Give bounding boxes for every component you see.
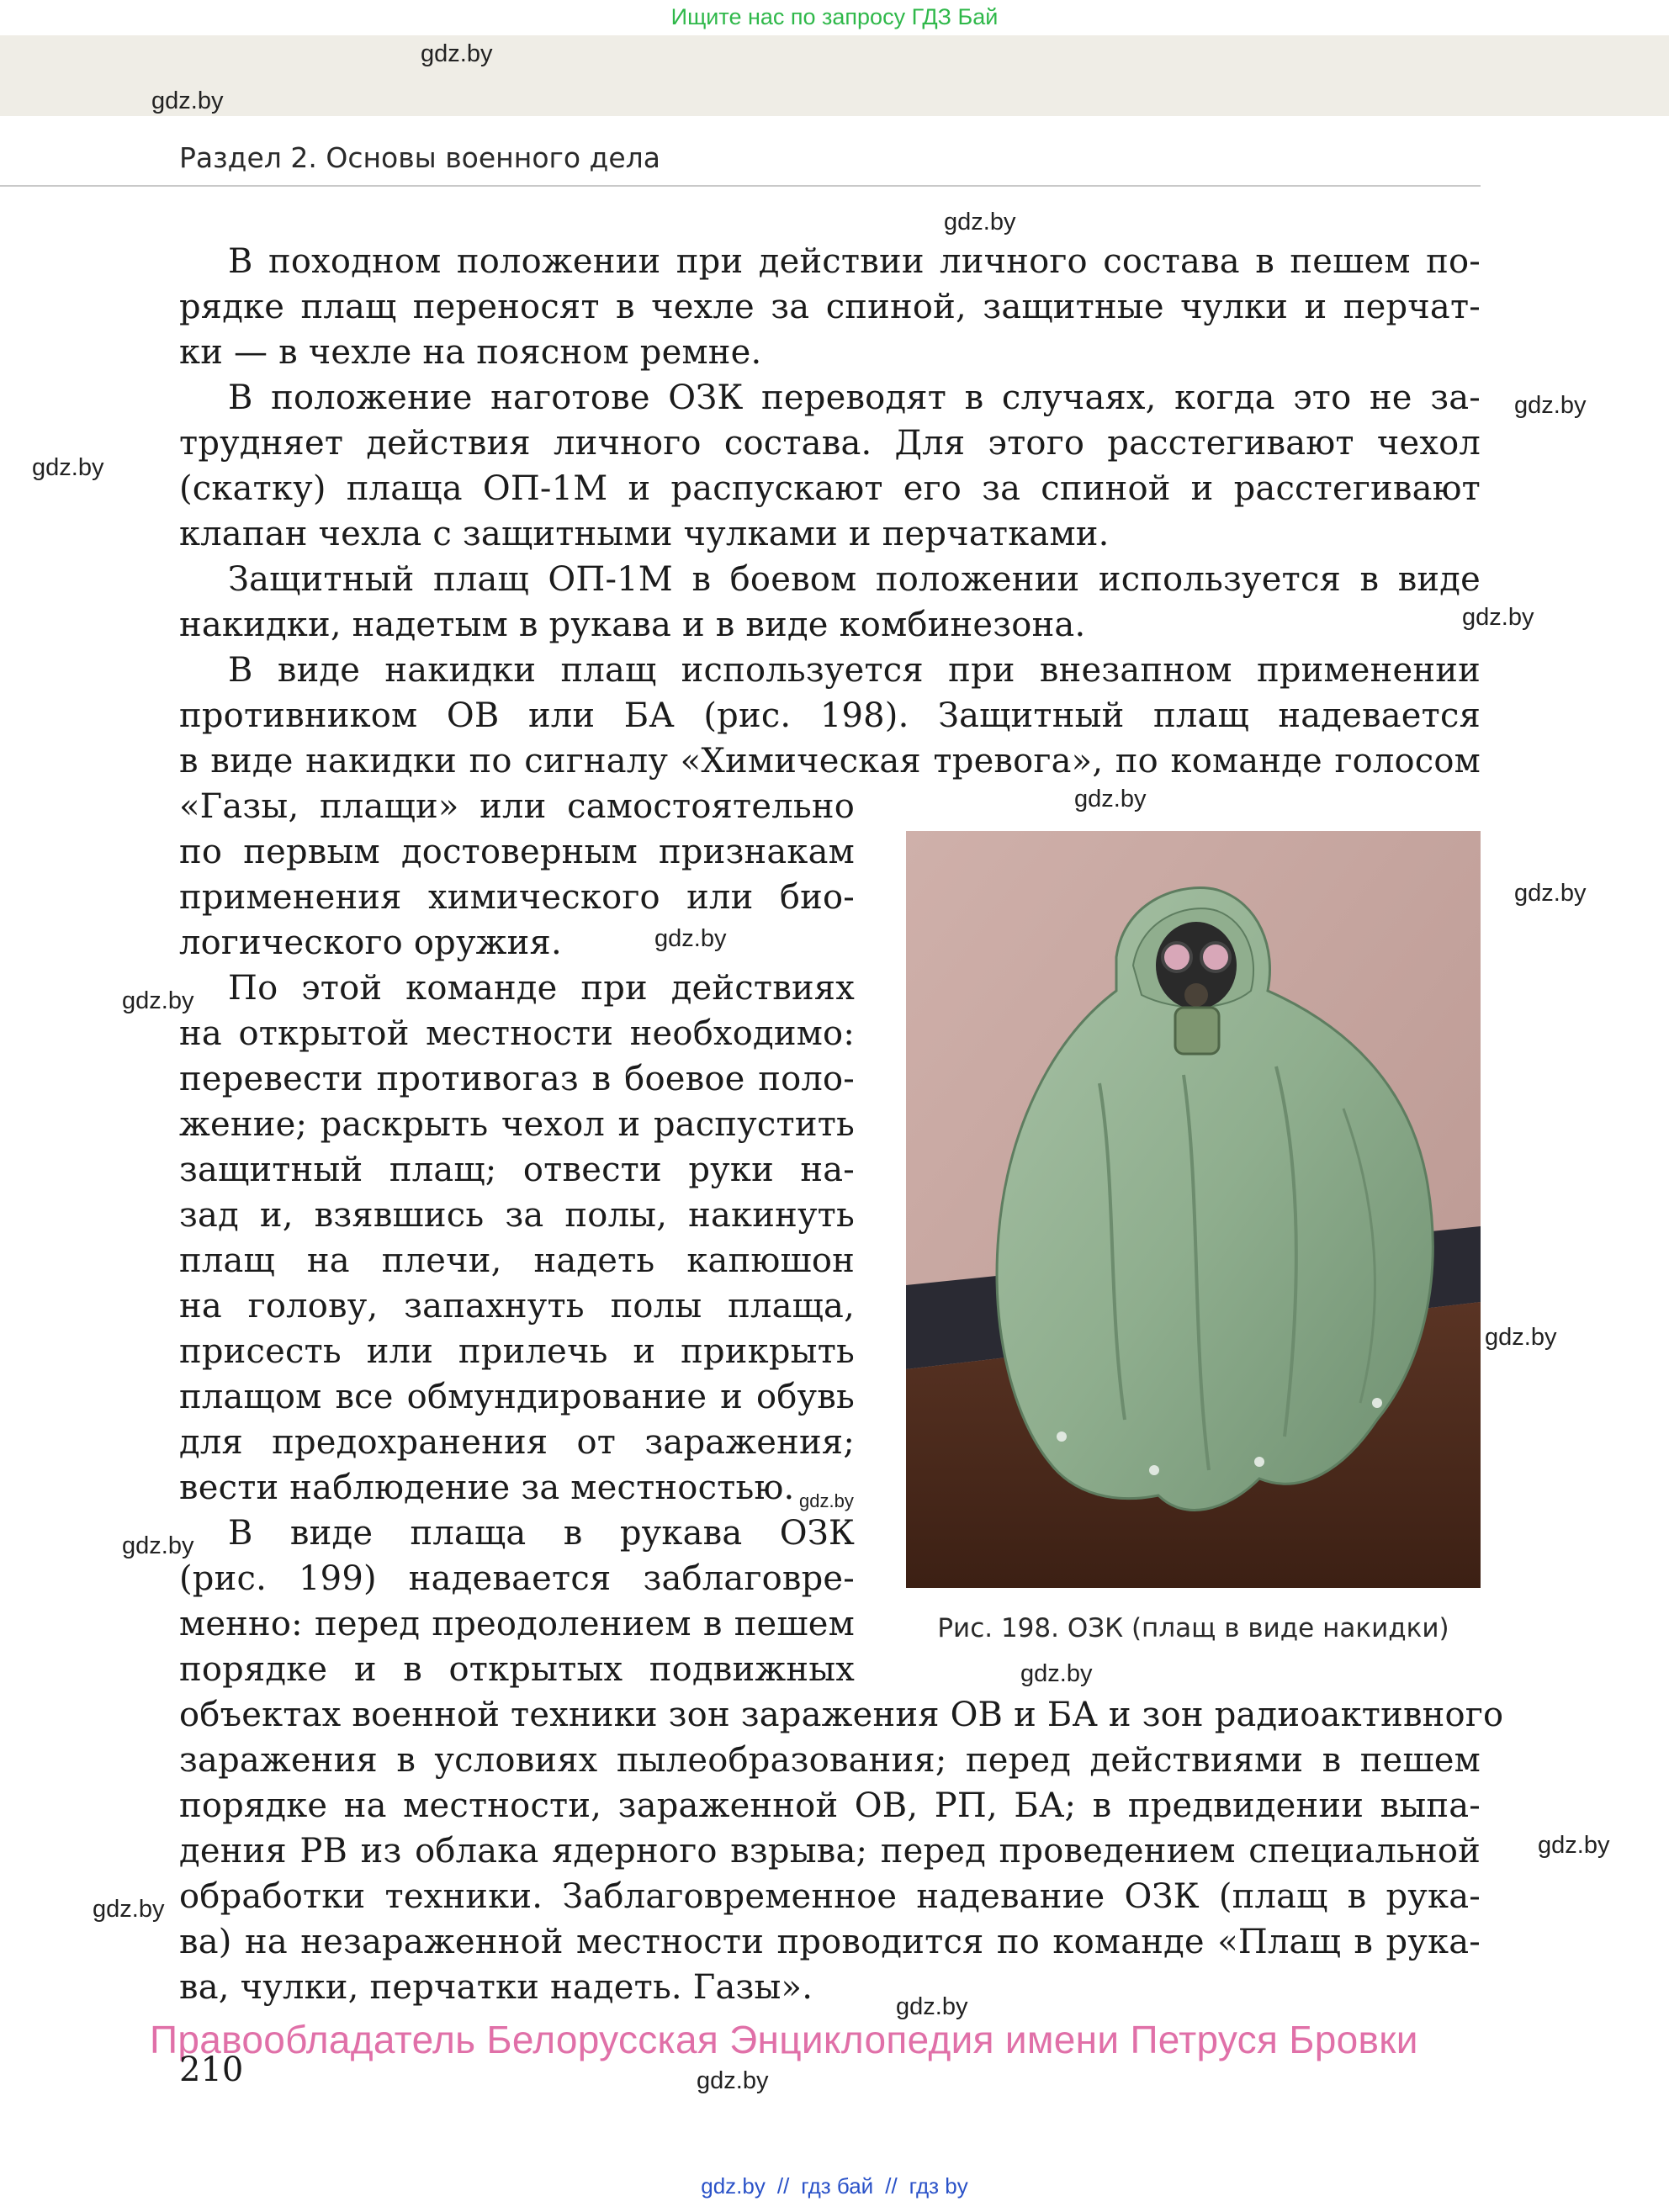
text-line: дения РВ из облака ядерного взрыва; перед проведением специальной <box>179 1832 1481 1871</box>
text-line: в виде накидки по сигналу «Химическая тревога», по команде голосом <box>179 742 1481 781</box>
footer-links <box>0 2173 1669 2199</box>
text-line: жение; раскрыть чехол и распустить <box>179 1105 855 1144</box>
watermark: gdz.by <box>1538 1832 1610 1859</box>
text-line: на открытой местности необходимо: <box>179 1014 855 1053</box>
text-line: по первым достоверным признакам <box>179 833 855 871</box>
page-number: 210 <box>179 2051 244 2089</box>
text-line: В положение наготове ОЗК переводят в случаях, когда это не за- <box>228 378 1481 417</box>
top-banner-link[interactable]: Ищите нас по запросу ГДЗ Бай <box>670 4 999 29</box>
text-line: обработки техники. Заблаговременное надевание ОЗК (плащ в рука- <box>179 1877 1481 1916</box>
text-line: противником ОВ или БА (рис. 198). Защитный плащ надевается <box>179 696 1481 735</box>
text-line: заражения в условиях пылеобразования; перед действиями в пешем <box>179 1741 1481 1780</box>
footer-link-gdz-by-cyr[interactable]: гдз by <box>909 2173 968 2199</box>
watermark: gdz.by <box>32 454 104 481</box>
watermark: gdz.by <box>944 209 1016 235</box>
watermark: gdz.by <box>122 987 194 1014</box>
footer-link-gdz-by[interactable]: gdz.by <box>701 2173 766 2199</box>
text-line: клапан чехла с защитными чулками и перчатками. <box>179 515 1110 553</box>
copyright-notice: Правообладатель Белорусская Энциклопедия имени Петруся Бровки <box>150 2018 1418 2061</box>
watermark: gdz.by <box>151 87 224 114</box>
text-line: на голову, запахнуть полы плаща, <box>179 1287 855 1326</box>
text-line: порядке и в открытых подвижных <box>179 1650 855 1689</box>
footer-link-gdz-bai[interactable]: гдз бай <box>801 2173 874 2199</box>
watermark: gdz.by <box>93 1896 165 1923</box>
text-line: В виде плаща в рукава ОЗК <box>228 1514 855 1553</box>
watermark: gdz.by <box>697 2067 769 2094</box>
footer-separator: // <box>776 2173 790 2199</box>
text-line: логического оружия. <box>179 923 562 962</box>
text-line: применения химического или био- <box>179 878 855 917</box>
text-line: перевести противогаз в боевое поло- <box>179 1060 855 1098</box>
text-line: ва, чулки, перчатки надеть. Газы». <box>179 1968 813 2007</box>
watermark: gdz.by <box>654 925 727 952</box>
text-line: По этой команде при действиях <box>228 969 855 1008</box>
text-line: Защитный плащ ОП-1М в боевом положении используется в виде <box>228 560 1481 599</box>
text-line: ва) на незараженной местности проводится по команде «Плащ в рука- <box>179 1923 1481 1961</box>
text-line: трудняет действия личного состава. Для этого расстегивают чехол <box>179 424 1481 463</box>
watermark: gdz.by <box>421 40 493 67</box>
header-divider <box>0 185 1481 187</box>
watermark: gdz.by <box>1462 604 1534 631</box>
text-line: ки — в чехле на поясном ремне. <box>179 333 762 372</box>
text-line: объектах военной техники зон заражения ОВ и БА и зон радиоактивного <box>179 1696 1504 1734</box>
text-line: плащ на плечи, надеть капюшон <box>179 1241 855 1280</box>
header-band <box>0 35 1669 116</box>
text-line: порядке на местности, зараженной ОВ, РП, БА; в предвидении выпа- <box>179 1786 1481 1825</box>
text-line: В виде накидки плащ используется при внезапном применении <box>228 651 1481 690</box>
section-title: Раздел 2. Основы военного дела <box>179 141 660 174</box>
text-line: (рис. 199) надевается заблаговре- <box>179 1559 855 1598</box>
text-line: рядке плащ переносят в чехле за спиной, защитные чулки и перчат- <box>179 288 1481 326</box>
watermark: gdz.by <box>122 1532 194 1559</box>
text-line: «Газы, плащи» или самостоятельно <box>179 787 855 826</box>
text-line: для предохранения от заражения; <box>179 1423 855 1462</box>
text-line: В походном положении при действии личного состава в пешем по- <box>228 242 1481 281</box>
figure-198-photo <box>906 831 1481 1588</box>
text-line: менно: перед преодолением в пешем <box>179 1605 855 1643</box>
text-line: плащом все обмундирование и обувь <box>179 1378 855 1416</box>
footer-separator: // <box>885 2173 898 2199</box>
watermark: gdz.by <box>1485 1324 1557 1351</box>
text-line: присесть или прилечь и прикрыть <box>179 1332 855 1371</box>
watermark: gdz.by <box>1514 392 1587 419</box>
text-line: накидки, надетым в рукава и в виде комбинезона. <box>179 606 1086 644</box>
text-line: зад и, взявшись за полы, накинуть <box>179 1196 855 1235</box>
text-line: защитный плащ; отвести руки на- <box>179 1151 855 1189</box>
watermark: gdz.by <box>1020 1660 1093 1687</box>
watermark: gdz.by <box>799 1490 854 1511</box>
watermark: gdz.by <box>896 1993 968 2020</box>
figure-caption: Рис. 198. ОЗК (плащ в виде накидки) <box>937 1613 1449 1643</box>
watermark: gdz.by <box>1514 880 1587 907</box>
text-line: вести наблюдение за местностью. <box>179 1468 795 1507</box>
watermark: gdz.by <box>1074 786 1147 812</box>
text-line: (скатку) плаща ОП-1М и распускают его за спиной и расстегивают <box>179 469 1481 508</box>
